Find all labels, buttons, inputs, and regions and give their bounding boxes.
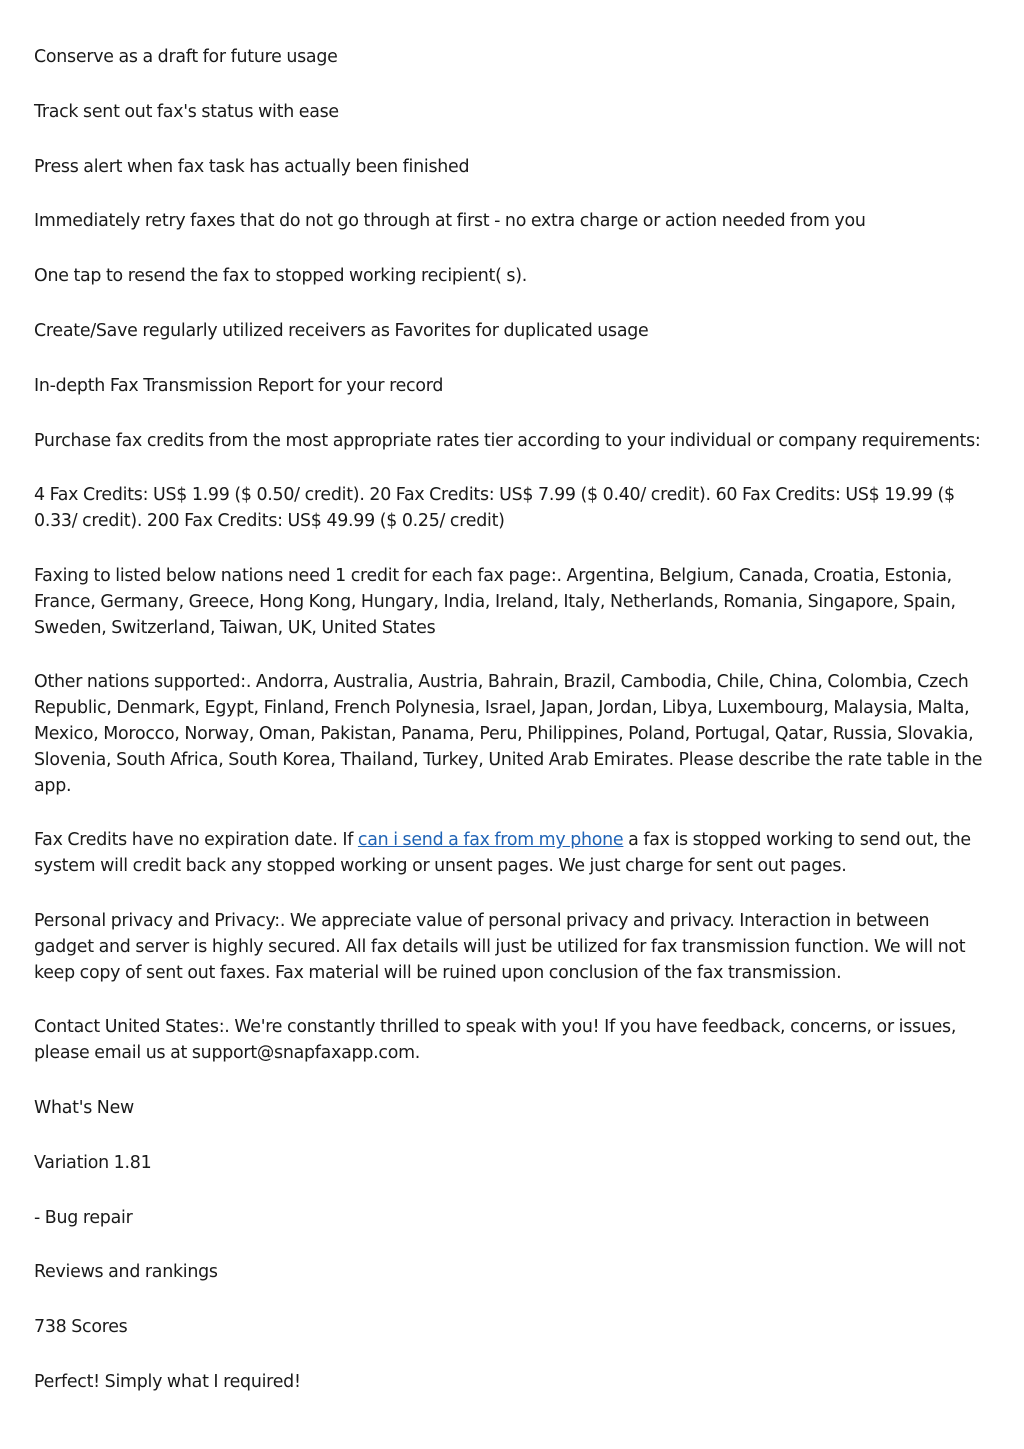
privacy-paragraph: Personal privacy and Privacy:. We appreciate value of personal privacy and privacy. Interaction in between gadget and server is highly secured. All fax details will just be utilized for fax transmission function. We will not keep copy of sent out faxes. Fax material will be ruined upon conclusion of the fax transmission. [34, 910, 966, 983]
feature-favorites: Create/Save regularly utilized receivers as Favorites for duplicated usage [34, 320, 649, 341]
version-note: - Bug repair [34, 1207, 133, 1228]
feature-draft: Conserve as a draft for future usage [34, 47, 338, 67]
feature-auto-retry: Immediately retry faxes that do not go through at first - no extra charge or action needed from you [34, 211, 866, 232]
feature-resend: One tap to resend the fax to stopped working recipient( s). [34, 266, 528, 287]
credits-text-after: a fax is stopped working to send out, the system will credit back any stopped working or unsent pages. We just charge for sent out pages. [34, 830, 971, 877]
version-label: Variation 1.81 [34, 1152, 152, 1173]
credits-text-before: Fax Credits have no expiration date. If [34, 830, 358, 851]
countries-one-credit: Faxing to listed below nations need 1 credit for each fax page:. Argentina, Belgium, Canada, Croatia, Estonia, France, Germany, Greece, Hong Kong, Hungary, India, Ireland, Italy, Netherlands, Romania, Singapore, Spain, Sweden, Switzerland, Taiwan, UK, United States [34, 565, 956, 638]
feature-track-status: Track sent out fax's status with ease [34, 101, 339, 122]
feature-report: In-depth Fax Transmission Report for your record [34, 375, 444, 396]
pricing-tiers: 4 Fax Credits: US$ 1.99 ($ 0.50/ credit). 20 Fax Credits: US$ 7.99 ($ 0.40/ credit). 60 Fax Credits: US$ 19.99 ($ 0.33/ credit). 200 Fax Credits: US$ 49.99 ($ 0.25/ credit) [34, 485, 955, 532]
whats-new-heading: What's New [34, 1097, 134, 1118]
contact-paragraph: Contact United States:. We're constantly thrilled to speak with you! If you have feedback, concerns, or issues, please email us at support@snapfaxapp.com. [34, 1017, 957, 1064]
feature-push-alert: Press alert when fax task has actually been finished [34, 156, 470, 177]
review-quote: Perfect! Simply what I required! [34, 1371, 301, 1392]
reviews-heading: Reviews and rankings [34, 1262, 218, 1283]
send-fax-link[interactable]: can i send a fax from my phone [357, 830, 624, 851]
countries-other: Other nations supported:. Andorra, Australia, Austria, Bahrain, Brazil, Cambodia, Chile, China, Colombia, Czech Republic, Denmark, Egypt, Finland, French Polynesia, Israel, Japan, Jordan, Libya, Luxembourg, Malaysia, Malta, Mexico, Morocco, Norway, Oman, Pakistan, Panama, Peru, Philippines, Poland, Portugal, Qatar, Russia, Slovakia, Slovenia, South Africa, South Korea, Thailand, Turkey, United Arab Emirates. Please describe the rate table in the app. [34, 672, 983, 796]
credits-paragraph [34, 828, 990, 880]
pricing-intro: Purchase fax credits from the most appropriate rates tier according to your individual or company requirements: [34, 430, 981, 451]
reviews-count: 738 Scores [34, 1317, 128, 1338]
